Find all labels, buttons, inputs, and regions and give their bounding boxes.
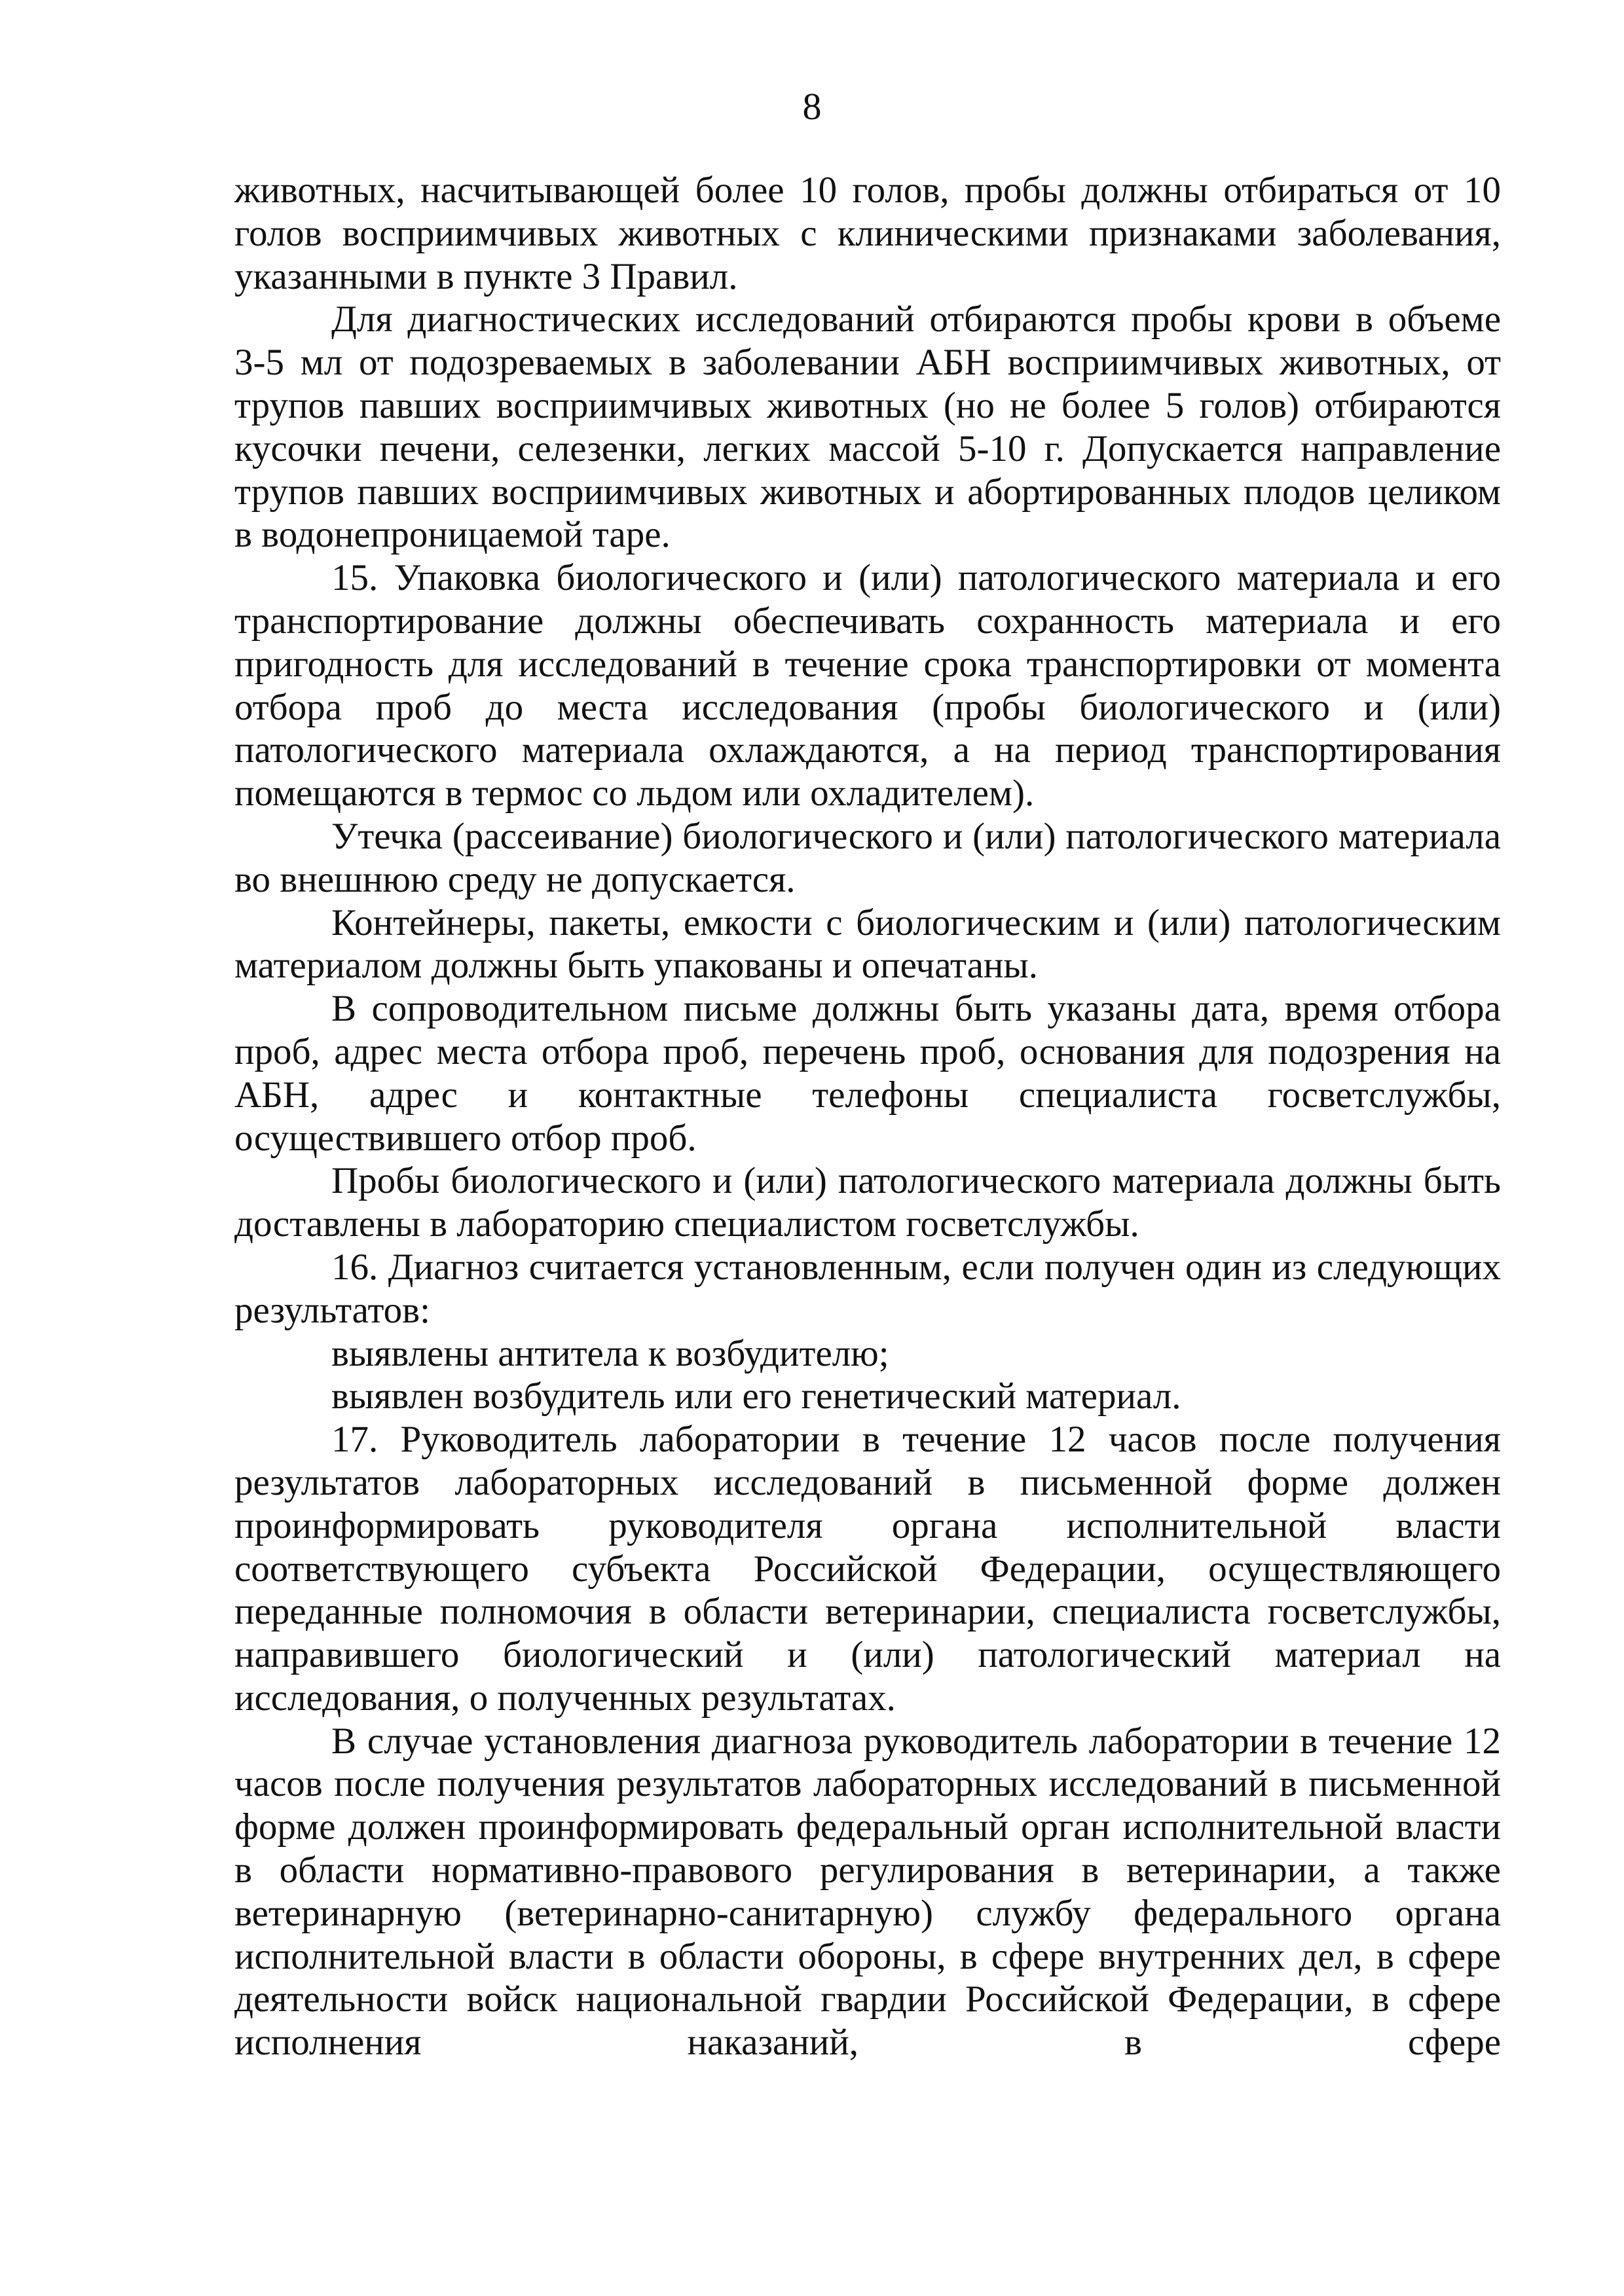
paragraph-continuation: животных, насчитывающей более 10 голов, пробы должны отбираться от 10 голов восприимчивых животных с клиническими признаками заболевания, указанными в пункте 3 Правил.: [234, 170, 1501, 297]
paragraph-containers: Контейнеры, пакеты, емкости с биологическим и (или) патологическим материалом должны быть упакованы и опечатаны.: [234, 902, 1501, 987]
paragraph-cover-letter: В сопроводительном письме должны быть указаны дата, время отбора проб, адрес места отбора проб, перечень проб, основания для подозрения на АБН, адрес и контактные телефоны специалиста госветслужбы, осуществившего отбор проб.: [234, 988, 1501, 1159]
list-item-antibodies: выявлены антитела к возбудителю;: [331, 1332, 889, 1374]
paragraph-leak-prohibition: Утечка (рассеивание) биологического и (или) патологического материала во внешнюю среду не допускается.: [234, 815, 1501, 900]
paragraph-delivery: Пробы биологического и (или) патологического материала должны быть доставлены в лабораторию специалистом госветслужбы.: [234, 1160, 1501, 1245]
document-body: [234, 169, 1501, 2064]
paragraph-item-15: 15. Упаковка биологического и (или) патологического материала и его транспортирование должны обеспечивать сохранность материала и его пригодность для исследований в течение срока транспортировки от момента отбора проб до места исследования (пробы биологического и (или) патологического материала охлаждаются, а на период транспортирования помещаются в термос со льдом или охладителем).: [234, 557, 1501, 814]
paragraph-diagnostic-samples: Для диагностических исследований отбираются пробы крови в объеме 3-5 мл от подозреваемых в заболевании АБН восприимчивых животных, от трупов павших восприимчивых животных (но не более 5 голов) отбираются кусочки печени, селезенки, легких массой 5-10 г. Допускается направление трупов павших восприимчивых животных и абортированных плодов целиком в водонепроницаемой таре.: [234, 299, 1501, 556]
paragraph-item-17: 17. Руководитель лаборатории в течение 12 часов после получения результатов лабораторных исследований в письменной форме должен проинформировать руководителя органа исполнительной власти соответствующего субъекта Российской Федерации, осуществляющего переданные полномочия в области ветеринарии, специалиста госветслужбы, направившего биологический и (или) патологический материал на исследования, о полученных результатах.: [234, 1419, 1501, 1719]
paragraph-diagnosis-notification: В случае установления диагноза руководитель лаборатории в течение 12 часов после получения результатов лабораторных исследований в письменной форме должен проинформировать федеральный орган исполнительной власти в области нормативно-правового регулирования в ветеринарии, а также ветеринарную (ветеринарно-санитарную) службу федерального органа исполнительной власти в области обороны, в сфере внутренних дел, в сфере деятельности войск национальной гвардии Российской Федерации, в сфере исполнения наказаний, в сфере: [234, 1720, 1501, 2064]
paragraph-item-16: 16. Диагноз считается установленным, если получен один из следующих результатов:: [234, 1246, 1501, 1331]
page-number: 8: [802, 85, 822, 128]
list-item-pathogen: выявлен возбудитель или его генетический материал.: [331, 1376, 1181, 1417]
